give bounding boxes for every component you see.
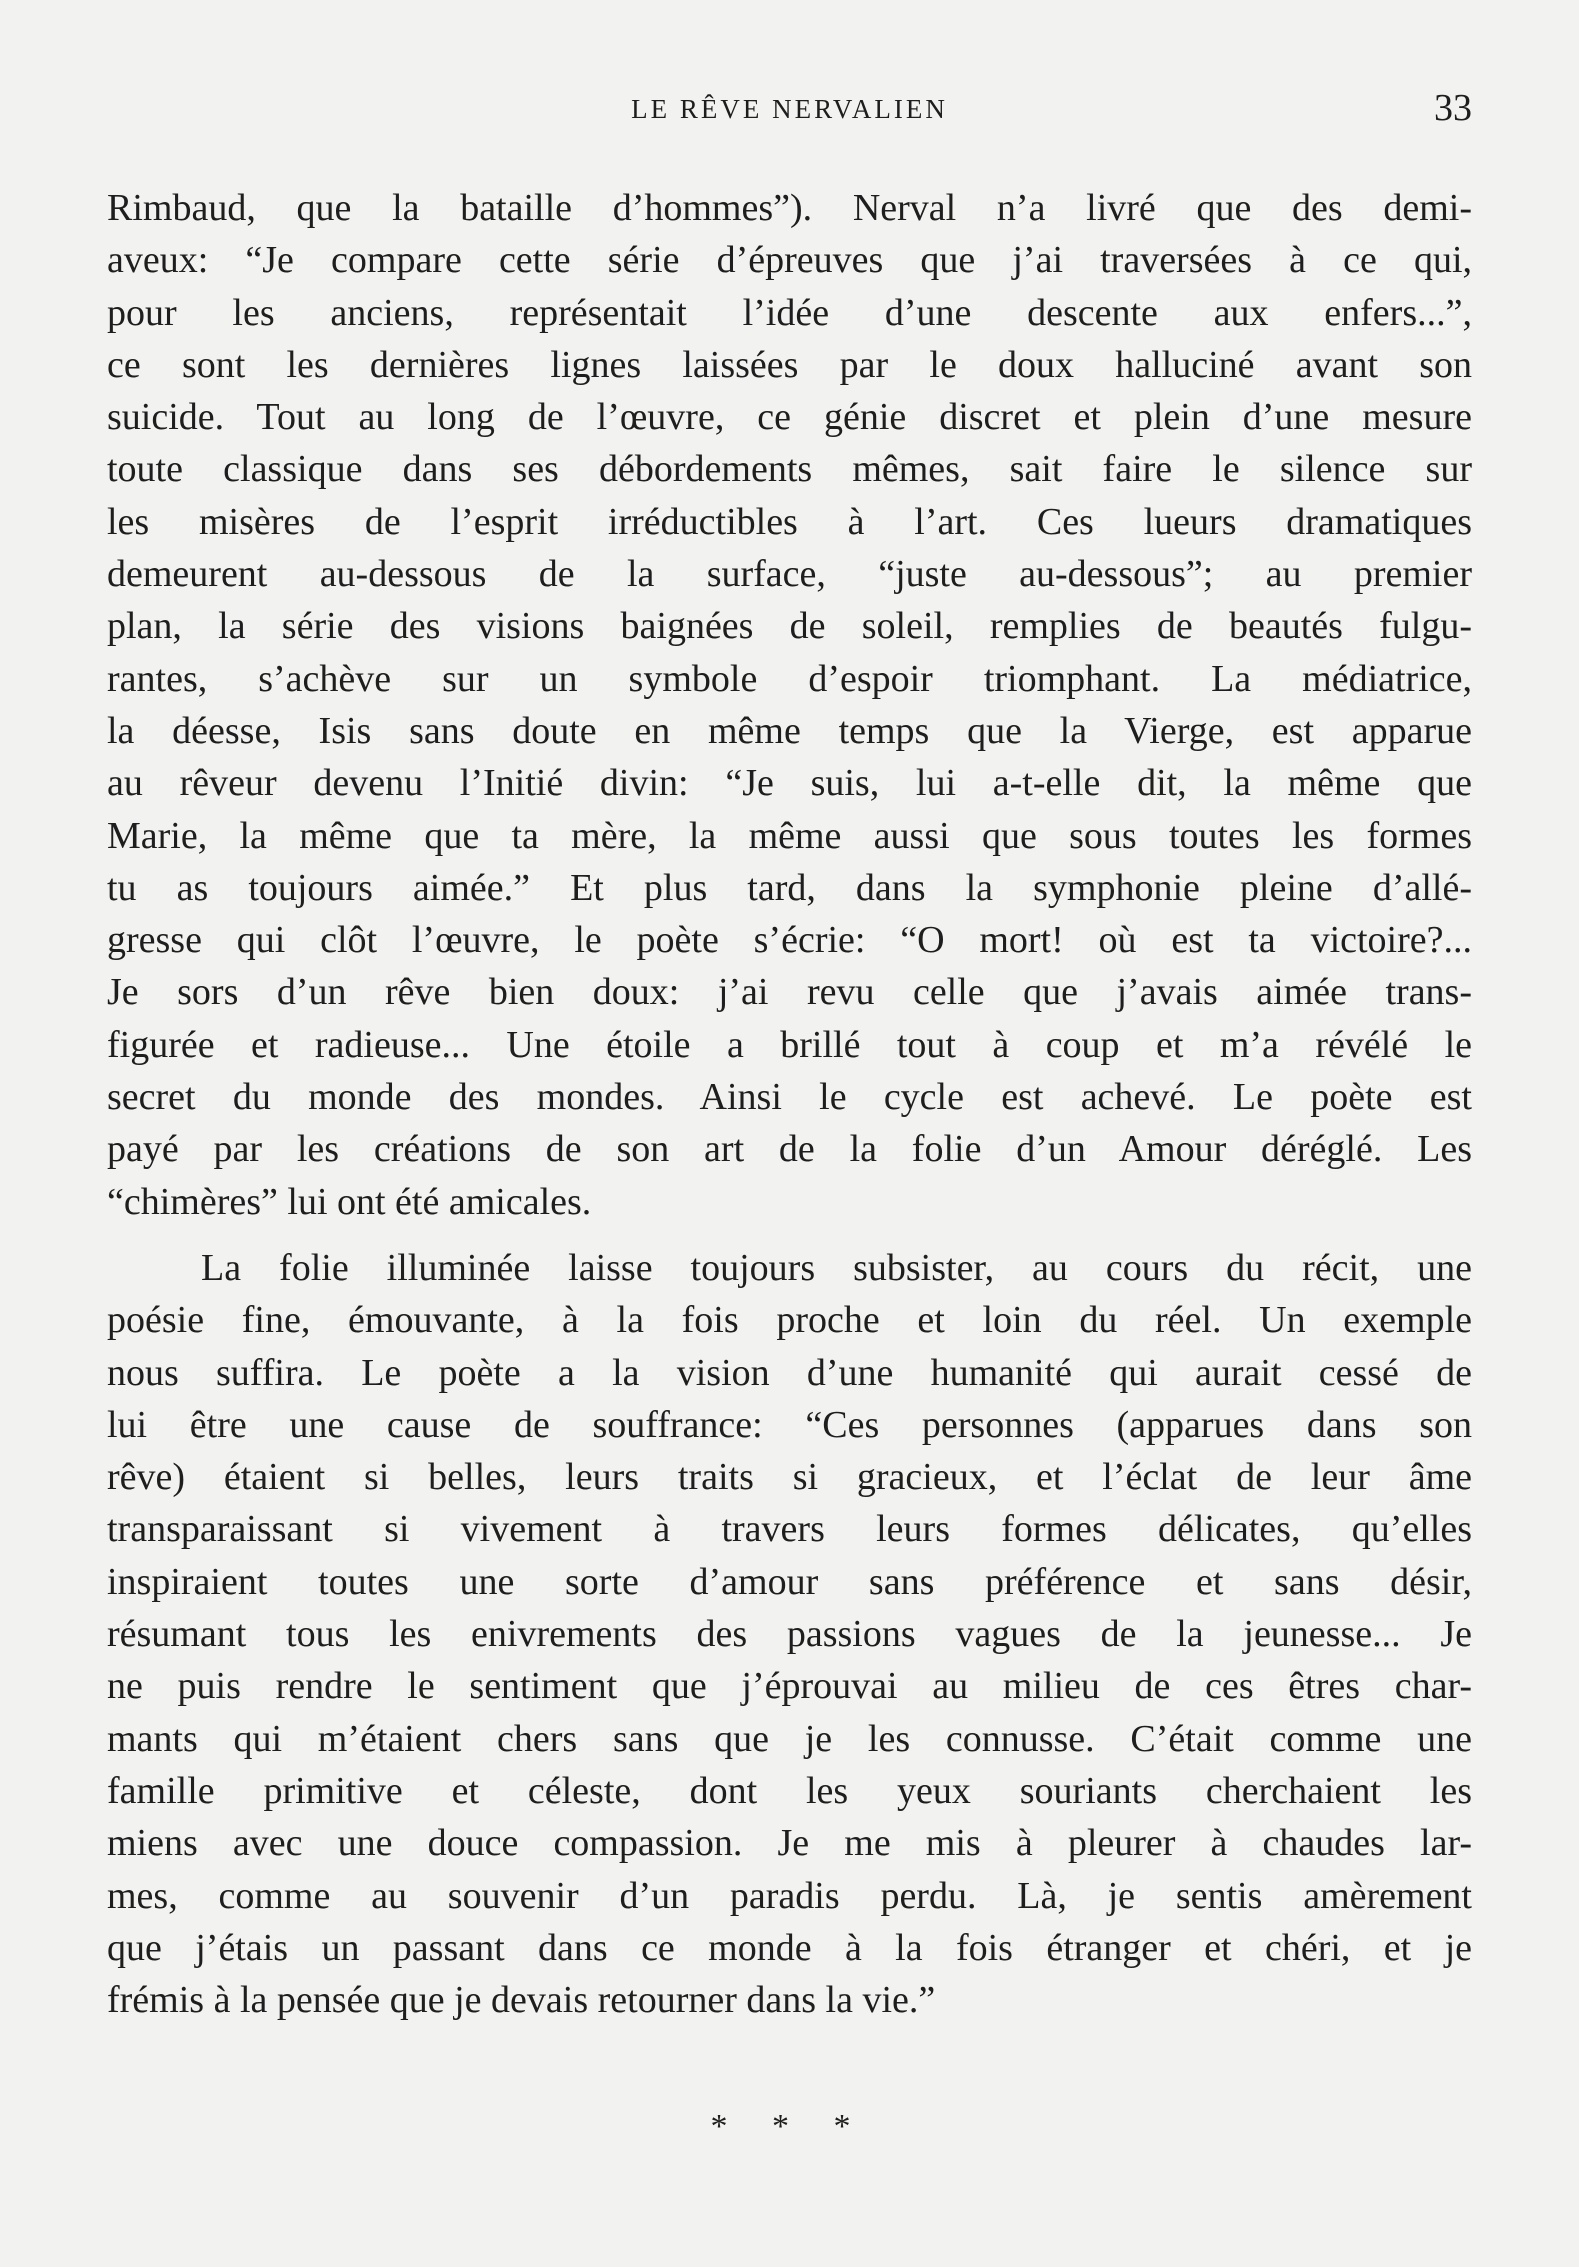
text-line: demeurent au-dessous de la surface, “juste au-dessous”; au premier — [107, 553, 1472, 596]
text-line: rantes, s’achève sur un symbole d’espoir triomphant. La médiatrice, — [107, 657, 1472, 700]
text-line: transparaissant si vivement à travers leurs formes délicates, qu’elles — [107, 1508, 1472, 1551]
page-number: 33 — [1434, 87, 1472, 129]
text-line: plan, la série des visions baignées de soleil, remplies de beautés fulgu- — [107, 605, 1472, 648]
text-line: lui être une cause de souffrance: “Ces personnes (apparues dans son — [107, 1403, 1472, 1446]
text-line: nous suffira. Le poète a la vision d’une humanité qui aurait cessé de — [107, 1351, 1472, 1394]
text-line: la déesse, Isis sans doute en même temps que la Vierge, est apparue — [107, 709, 1472, 752]
text-line: miens avec une douce compassion. Je me mis à pleurer à chaudes lar- — [107, 1822, 1472, 1865]
text-line: résumant tous les enivrements des passions vagues de la jeunesse... Je — [107, 1613, 1472, 1656]
text-line: que j’étais un passant dans ce monde à la fois étranger et chéri, et je — [107, 1926, 1472, 1969]
text-line: gresse qui clôt l’œuvre, le poète s’écrie: “O mort! où est ta victoire?... — [107, 919, 1472, 962]
text-line: La folie illuminée laisse toujours subsister, au cours du récit, une — [201, 1246, 1472, 1289]
text-line: “chimères” lui ont été amicales. — [107, 1180, 592, 1223]
running-head — [107, 86, 1472, 136]
text-line: tu as toujours aimée.” Et plus tard, dans la symphonie pleine d’allé- — [107, 866, 1472, 909]
text-line: ne puis rendre le sentiment que j’éprouvai au milieu de ces êtres char- — [107, 1665, 1472, 1708]
text-line: mes, comme au souvenir d’un paradis perdu. Là, je sentis amèrement — [107, 1874, 1472, 1917]
text-line: Je sors d’un rêve bien doux: j’ai revu celle que j’avais aimée trans- — [107, 971, 1472, 1014]
text-line: ce sont les dernières lignes laissées par le doux halluciné avant son — [107, 343, 1472, 386]
body-text — [107, 182, 1472, 2026]
paragraph-1 — [107, 182, 1472, 1228]
text-line: au rêveur devenu l’Initié divin: “Je suis, lui a-t-elle dit, la même que — [107, 762, 1472, 805]
text-line: poésie fine, émouvante, à la fois proche et loin du réel. Un exemple — [107, 1299, 1472, 1342]
section-separator: * * * — [710, 2108, 869, 2145]
text-line: rêve) étaient si belles, leurs traits si gracieux, et l’éclat de leur âme — [107, 1456, 1472, 1499]
text-line: pour les anciens, représentait l’idée d’une descente aux enfers...”, — [107, 291, 1472, 334]
text-line: suicide. Tout au long de l’œuvre, ce génie discret et plein d’une mesure — [107, 396, 1472, 439]
text-line: famille primitive et céleste, dont les yeux souriants cherchaient les — [107, 1769, 1472, 1812]
text-line: secret du monde des mondes. Ainsi le cycle est achevé. Le poète est — [107, 1076, 1472, 1119]
text-line: figurée et radieuse... Une étoile a brillé tout à coup et m’a révélé le — [107, 1023, 1472, 1066]
text-line: aveux: “Je compare cette série d’épreuves que j’ai traversées à ce qui, — [107, 239, 1472, 282]
paragraph-2 — [107, 1242, 1472, 2026]
text-line: les misères de l’esprit irréductibles à l’art. Ces lueurs dramatiques — [107, 500, 1472, 543]
running-title: LE RÊVE NERVALIEN — [631, 94, 948, 124]
text-line: toute classique dans ses débordements mêmes, sait faire le silence sur — [107, 448, 1472, 491]
text-line: inspiraient toutes une sorte d’amour sans préférence et sans désir, — [107, 1560, 1472, 1603]
text-line: payé par les créations de son art de la folie d’un Amour déréglé. Les — [107, 1128, 1472, 1171]
text-line: mants qui m’étaient chers sans que je les connusse. C’était comme une — [107, 1717, 1472, 1760]
text-line: frémis à la pensée que je devais retourner dans la vie.” — [107, 1979, 936, 2022]
text-line: Rimbaud, que la bataille d’hommes”). Nerval n’a livré que des demi- — [107, 187, 1472, 229]
text-line: Marie, la même que ta mère, la même aussi que sous toutes les formes — [107, 814, 1472, 857]
